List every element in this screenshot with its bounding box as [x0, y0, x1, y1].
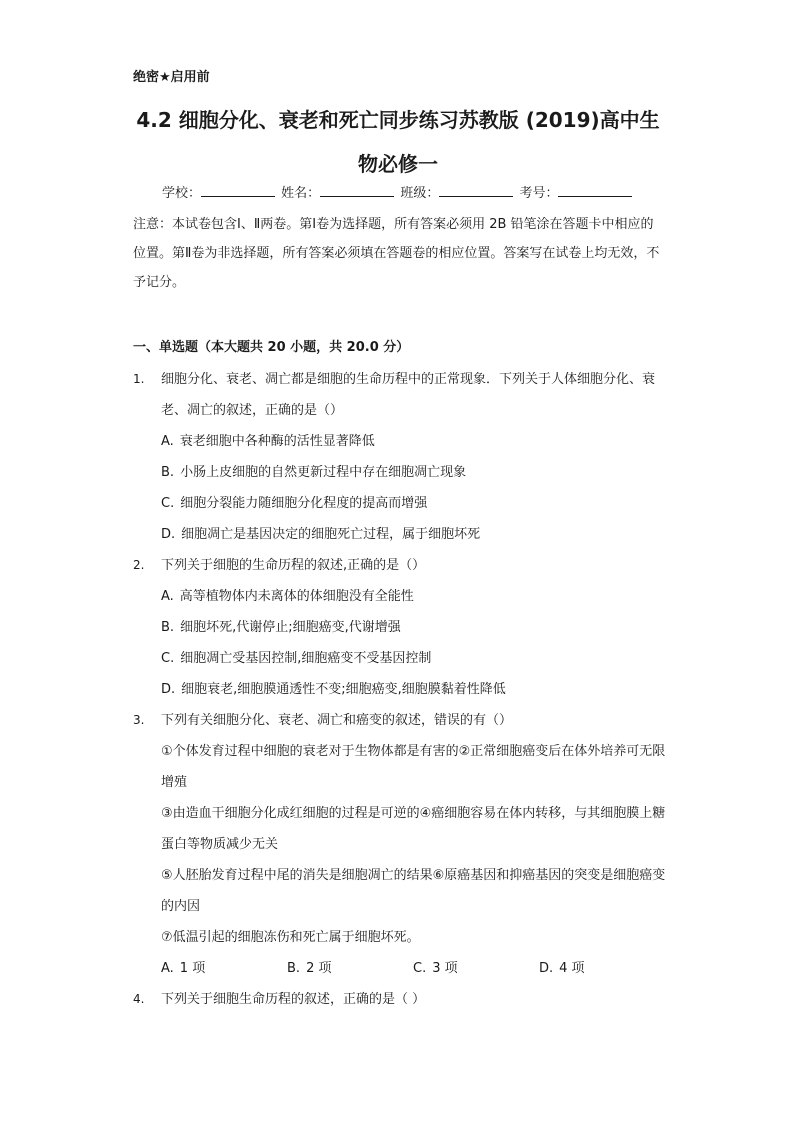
question-3 — [133, 705, 668, 984]
option-letter: A. — [161, 434, 174, 449]
statement-3: ⑤人胚胎发育过程中尾的消失是细胞凋亡的结果⑥原癌基因和抑癌基因的突变是细胞癌变的内因 — [161, 868, 666, 914]
option-text: 1 项 — [179, 961, 206, 976]
option-d[interactable] — [161, 519, 668, 550]
option-d[interactable] — [161, 674, 668, 705]
id-blank[interactable] — [558, 184, 632, 197]
statement-4: ⑦低温引起的细胞冻伤和死亡属于细胞坏死。 — [161, 930, 420, 945]
option-letter: B. — [161, 620, 175, 635]
option-a[interactable] — [161, 426, 668, 457]
notice-text: 注意：本试卷包含Ⅰ、Ⅱ两卷。第Ⅰ卷为选择题，所有答案必须用 2B 铅笔涂在答题卡中相应的位置。第Ⅱ卷为非选择题，所有答案必须填在答题卷的相应位置。答案写在试卷上均无效，不予记分。 — [133, 217, 660, 290]
option-c[interactable] — [413, 953, 539, 984]
option-c[interactable] — [161, 488, 668, 519]
statement-2: ③由造血干细胞分化成红细胞的过程是可逆的④癌细胞容易在体内转移，与其细胞膜上糖蛋白等物质减少无关 — [161, 806, 666, 852]
option-letter: B. — [161, 465, 175, 480]
option-text: 细胞凋亡是基因决定的细胞死亡过程，属于细胞坏死 — [181, 527, 481, 542]
secret-label: 绝密★启用前 — [133, 70, 210, 85]
option-c[interactable] — [161, 643, 668, 674]
question-stem: 下列有关细胞分化、衰老、凋亡和癌变的叙述，错误的有（） — [161, 713, 513, 728]
question-stem: 下列关于细胞的生命历程的叙述,正确的是（） — [161, 558, 426, 573]
option-text: 细胞凋亡受基因控制,细胞癌变不受基因控制 — [180, 651, 432, 666]
option-text: 衰老细胞中各种酶的活性显著降低 — [179, 434, 375, 449]
option-d[interactable] — [539, 953, 665, 984]
option-text: 高等植物体内未离体的体细胞没有全能性 — [179, 589, 414, 604]
option-letter: D. — [161, 682, 176, 697]
option-b[interactable] — [161, 612, 668, 643]
statement-1: ①个体发育过程中细胞的衰老对于生物体都是有害的②正常细胞癌变后在体外培养可无限增殖 — [161, 744, 666, 790]
question-stem: 下列关于细胞生命历程的叙述，正确的是（ ） — [161, 992, 426, 1007]
school-blank[interactable] — [201, 184, 275, 197]
question-number: 3. — [133, 713, 145, 727]
student-info-row — [162, 182, 634, 201]
option-a[interactable] — [161, 953, 287, 984]
school-label: 学校： — [162, 186, 202, 201]
option-letter: A. — [161, 961, 174, 976]
option-letter: B. — [287, 961, 301, 976]
option-text: 细胞坏死,代谢停止;细胞癌变,代谢增强 — [180, 620, 401, 635]
options-row — [161, 953, 668, 984]
question-4 — [133, 984, 668, 1015]
name-blank[interactable] — [320, 184, 394, 197]
option-a[interactable] — [161, 581, 668, 612]
option-letter: D. — [539, 961, 554, 976]
question-stem: 细胞分化、衰老、凋亡都是细胞的生命历程中的正常现象．下列关于人体细胞分化、衰老、凋亡的叙述，正确的是（） — [161, 372, 656, 418]
class-label: 班级： — [400, 186, 440, 201]
question-2 — [133, 550, 668, 705]
section-heading: 一、单选题（本大题共 20 小题，共 20.0 分） — [133, 340, 410, 355]
option-text: 2 项 — [306, 961, 332, 976]
option-letter: C. — [413, 961, 427, 976]
option-text: 小肠上皮细胞的自然更新过程中存在细胞凋亡现象 — [180, 465, 467, 480]
question-number: 2. — [133, 558, 145, 572]
question-number: 4. — [133, 992, 145, 1006]
option-b[interactable] — [161, 457, 668, 488]
id-label: 考号： — [519, 186, 559, 201]
option-text: 4 项 — [559, 961, 585, 976]
page-title: 4.2 细胞分化、衰老和死亡同步练习苏教版 (2019)高中生物必修一 — [136, 108, 660, 176]
question-number: 1. — [133, 372, 145, 386]
option-letter: C. — [161, 496, 175, 511]
option-text: 3 项 — [432, 961, 458, 976]
name-label: 姓名： — [281, 186, 321, 201]
option-letter: C. — [161, 651, 175, 666]
option-letter: D. — [161, 527, 176, 542]
option-text: 细胞分裂能力随细胞分化程度的提高而增强 — [180, 496, 428, 511]
option-letter: A. — [161, 589, 174, 604]
option-text: 细胞衰老,细胞膜通透性不变;细胞癌变,细胞膜黏着性降低 — [181, 682, 506, 697]
option-b[interactable] — [287, 953, 413, 984]
class-blank[interactable] — [439, 184, 513, 197]
question-1 — [133, 364, 668, 550]
